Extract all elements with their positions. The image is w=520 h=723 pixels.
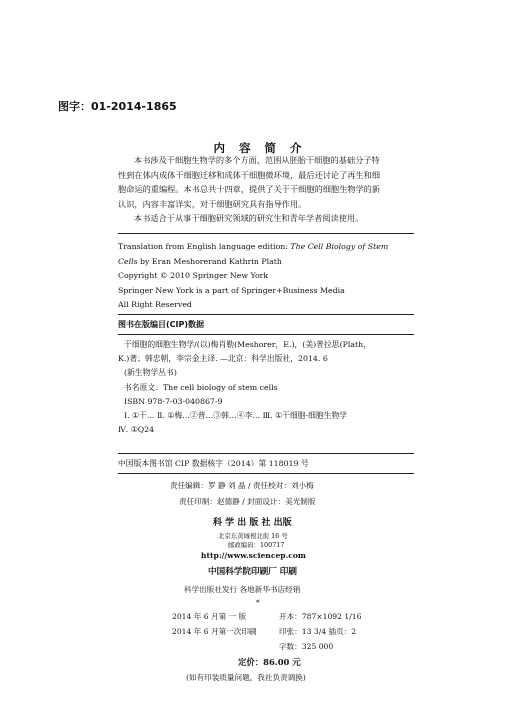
summary-line: 认识，内容丰富详实，对干细胞研究具有指导作用。 <box>118 198 307 209</box>
price: 定价：86.00 元 <box>238 657 301 667</box>
summary-line: 性到在体内成体干细胞迁移和成体干细胞微环境，最后还讨论了再生和细 <box>118 169 381 180</box>
cip-line: Ⅰ. ①干… Ⅱ. ①梅…②普…③韩…④李… Ⅲ. ①干细胞-细胞生物学 <box>124 411 348 421</box>
rights-line: All Right Reserved <box>118 300 192 309</box>
cip-line: ISBN 978-7-03-040867-9 <box>124 396 223 406</box>
editorial-credits-2: 责任印制：赵德静 / 封面设计：美光制版 <box>179 497 316 506</box>
publisher-website: http://www.sciencep.com <box>201 551 306 560</box>
original-title-cont: Cells <box>118 256 138 266</box>
translation-notice <box>118 240 418 313</box>
copyright-registration-number: 图字：01-2014-1865 <box>58 100 177 113</box>
summary-line: 本书涉及干细胞生物学的多个方面，范围从胚胎干细胞的基础分子特 <box>134 155 380 165</box>
cip-record <box>118 338 418 437</box>
printing-date: 2014 年 6 月第一次印刷 <box>172 627 257 636</box>
publisher-name: 科 学 出 版 社 出版 <box>213 518 292 528</box>
divider-rule <box>118 334 414 335</box>
cip-line: 书名原文：The cell biology of stem cells <box>124 382 278 392</box>
cip-line: (新生物学丛书) <box>124 368 177 378</box>
cip-line: 干细胞的细胞生物学/(以)梅肖勒(Meshorer，E.)，(美)普拉思(Plath， <box>124 340 371 349</box>
cip-data-title: 图书在版编目(CIP)数据 <box>118 320 205 329</box>
summary-line: 胞命运的重编程。本书总共十四章，提供了关于干细胞的细胞生物学的新 <box>118 184 381 194</box>
printer-name: 中国科学院印刷厂 印刷 <box>208 567 297 577</box>
translation-line-1 <box>118 240 418 255</box>
copyright-line: Copyright © 2010 Springer New York <box>118 271 269 280</box>
star-separator: * <box>256 598 260 607</box>
publisher-postcode: 邮政编码：100717 <box>228 541 285 549</box>
edition-date: 2014 年 6 月第 一 版 <box>172 612 247 621</box>
summary-paragraph-1 <box>118 153 414 211</box>
divider-rule <box>118 314 414 315</box>
distribution-line: 科学出版社发行 各地新华书店经销 <box>184 585 301 594</box>
translation-prefix: Translation from English language edition: <box>118 242 291 251</box>
format-size: 开本：787×1092 1/16 <box>279 612 362 621</box>
editorial-credits-1: 责任编辑：罗 静 刘 晶 / 责任校对：刘小梅 <box>170 481 314 490</box>
translation-line-2 <box>118 255 418 270</box>
summary-paragraph-2 <box>118 211 414 226</box>
content-summary-heading: 内 容 简 介 <box>213 141 307 155</box>
divider-rule <box>118 453 414 454</box>
divider-rule <box>118 473 414 474</box>
divider-rule <box>118 233 414 234</box>
sheets-plates: 印张：13 3/4 插页：2 <box>279 627 357 636</box>
publisher-address: 北京东黄城根北街 16 号 <box>218 532 288 540</box>
cip-line: K.)著；韩忠朝，李宗金主译. —北京：科学出版社，2014. 6 <box>118 354 328 364</box>
cip-line: Ⅳ. ①Q24 <box>118 425 155 435</box>
summary-line: 本书适合于从事干细胞研究领域的研究生和青年学者阅读使用。 <box>134 213 364 223</box>
original-authors: by Eran Meshorerand Kathrin Plath <box>137 256 282 266</box>
original-title: The Cell Biology of Stem <box>290 242 389 251</box>
word-count: 字数：325 000 <box>279 642 334 651</box>
cip-record-number: 中国版本图书馆 CIP 数据核字（2014）第 118019 号 <box>118 459 309 468</box>
quality-notice: (如有印装质量问题，我社负责调换) <box>186 673 306 682</box>
springer-line: Springer New York is a part of Springer+Business Media <box>118 285 345 295</box>
